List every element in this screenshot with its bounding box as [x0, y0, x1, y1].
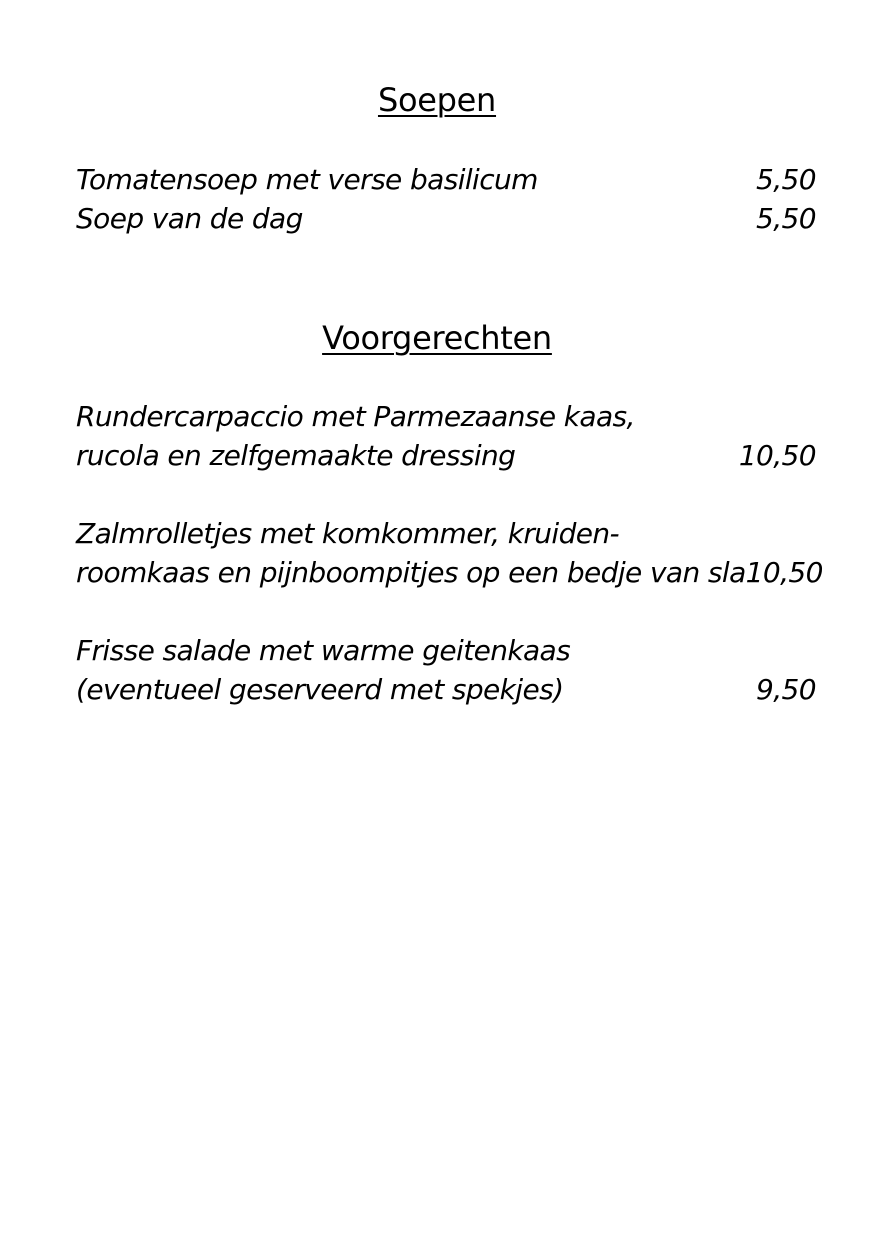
menu-item-line	[76, 553, 823, 592]
menu-item-line	[76, 631, 816, 670]
menu-item-rundercarpaccio	[76, 397, 816, 475]
menu-item-line	[76, 397, 816, 436]
menu-item-price: 5,50	[756, 163, 816, 196]
section-title-voorgerechten: Voorgerechten	[322, 319, 552, 357]
menu-item-description: Frisse salade met warme geitenkaas	[76, 634, 571, 667]
menu-item-description: Soep van de dag	[76, 202, 303, 235]
menu-item-price: 10,50	[745, 556, 823, 589]
menu-item-description: Zalmrolletjes met komkommer, kruiden-	[76, 517, 620, 550]
menu-item-description: rucola en zelfgemaakte dressing	[76, 439, 516, 472]
menu-item-line	[76, 670, 816, 709]
menu-item-price: 10,50	[738, 439, 816, 472]
menu-item-tomatensoep	[76, 160, 816, 199]
menu-item-price: 5,50	[756, 202, 816, 235]
menu-item-description: Rundercarpaccio met Parmezaanse kaas,	[76, 400, 635, 433]
menu-item-soep-van-de-dag	[76, 199, 816, 238]
menu-item-zalmrolletjes	[76, 514, 823, 592]
menu-item-frisse-salade	[76, 631, 816, 709]
menu-item-description: Tomatensoep met verse basilicum	[76, 163, 538, 196]
menu-item-line	[76, 436, 816, 475]
menu-item-price: 9,50	[756, 673, 816, 706]
menu-item-line	[76, 514, 816, 553]
menu-item-line	[76, 160, 816, 199]
menu-item-description: (eventueel geserveerd met spekjes)	[76, 673, 564, 706]
section-title-soepen: Soepen	[377, 81, 497, 119]
menu-item-description: roomkaas en pijnboompitjes op een bedje van sla	[76, 556, 746, 589]
menu-item-line	[76, 199, 816, 238]
